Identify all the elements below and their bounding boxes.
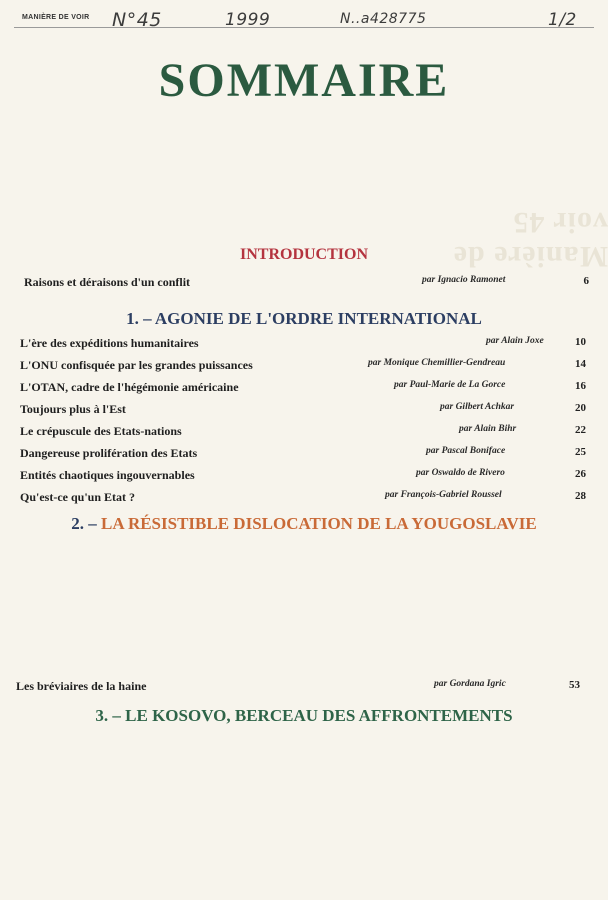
section-heading-2: [0, 514, 608, 534]
entry-page: 28: [575, 490, 586, 502]
entry-title: Qu'est-ce qu'un Etat ?: [20, 490, 136, 504]
toc-entry[interactable]: [0, 679, 608, 697]
entry-author: par Paul-Marie de La Gorce: [394, 380, 506, 390]
entry-page: 16: [575, 380, 586, 392]
section-heading-3: [0, 706, 608, 726]
toc-entry[interactable]: [0, 275, 608, 293]
section-number: 3. –: [95, 706, 121, 725]
entry-author: par Ignacio Ramonet: [422, 275, 506, 285]
entry-page: 14: [575, 358, 586, 370]
entry-page: 22: [575, 424, 586, 436]
handwritten-issue-number: N°45: [112, 9, 162, 31]
publication-name: MANIÈRE DE VOIR: [22, 14, 90, 21]
toc-entry[interactable]: [0, 402, 608, 420]
section-heading-1: [0, 309, 608, 329]
entry-author: par Alain Bihr: [459, 424, 517, 434]
entry-author: par François-Gabriel Roussel: [385, 490, 502, 500]
toc-entry[interactable]: [0, 446, 608, 464]
section-title: LA RÉSISTIBLE DISLOCATION DE LA YOUGOSLAVIE: [101, 514, 537, 533]
entry-page: 10: [575, 336, 586, 348]
entry-title: Le crépuscule des Etats-nations: [20, 424, 182, 438]
entry-title: Raisons et déraisons d'un conflit: [24, 275, 191, 289]
section-title: AGONIE DE L'ORDRE INTERNATIONAL: [154, 309, 482, 328]
entry-title: L'OTAN, cadre de l'hégémonie américaine: [20, 380, 239, 394]
entry-title: Toujours plus à l'Est: [20, 402, 126, 416]
entry-author: par Oswaldo de Rivero: [416, 468, 505, 478]
section-title: LE KOSOVO, BERCEAU DES AFFRONTEMENTS: [125, 706, 513, 725]
entry-page: 26: [575, 468, 586, 480]
header-rule: [14, 27, 594, 28]
entry-page: 6: [583, 275, 589, 287]
toc-entry[interactable]: [0, 358, 608, 376]
entry-page: 53: [569, 679, 580, 691]
entry-title: Les bréviaires de la haine: [16, 679, 147, 693]
toc-entry[interactable]: [0, 380, 608, 398]
entry-title: Dangereuse prolifération des Etats: [20, 446, 198, 460]
introduction-heading: INTRODUCTION: [239, 246, 368, 263]
entry-author: par Monique Chemillier-Gendreau: [368, 358, 506, 368]
section-number: 2. –: [71, 514, 97, 533]
show-through-text: Manière de voir 45: [452, 206, 608, 273]
toc-entry[interactable]: [0, 468, 608, 486]
entry-page: 25: [575, 446, 586, 458]
toc-entry[interactable]: [0, 336, 608, 354]
entry-author: par Pascal Boniface: [426, 446, 506, 456]
entry-title: L'ère des expéditions humanitaires: [20, 336, 199, 350]
handwritten-reference: N..a428775: [340, 11, 427, 27]
handwritten-year: 1999: [225, 10, 271, 30]
page-title: SOMMAIRE: [158, 54, 450, 107]
entry-author: par Alain Joxe: [486, 336, 544, 346]
toc-entry[interactable]: [0, 424, 608, 442]
section-number: 1. –: [126, 309, 152, 328]
handwritten-page-marker: 1/2: [548, 10, 577, 30]
toc-entry[interactable]: [0, 490, 608, 508]
entry-author: par Gilbert Achkar: [440, 402, 515, 412]
entry-page: 20: [575, 402, 586, 414]
entry-title: L'ONU confisquée par les grandes puissances: [20, 358, 253, 372]
entry-title: Entités chaotiques ingouvernables: [20, 468, 195, 482]
entry-author: par Gordana Igric: [434, 679, 506, 689]
